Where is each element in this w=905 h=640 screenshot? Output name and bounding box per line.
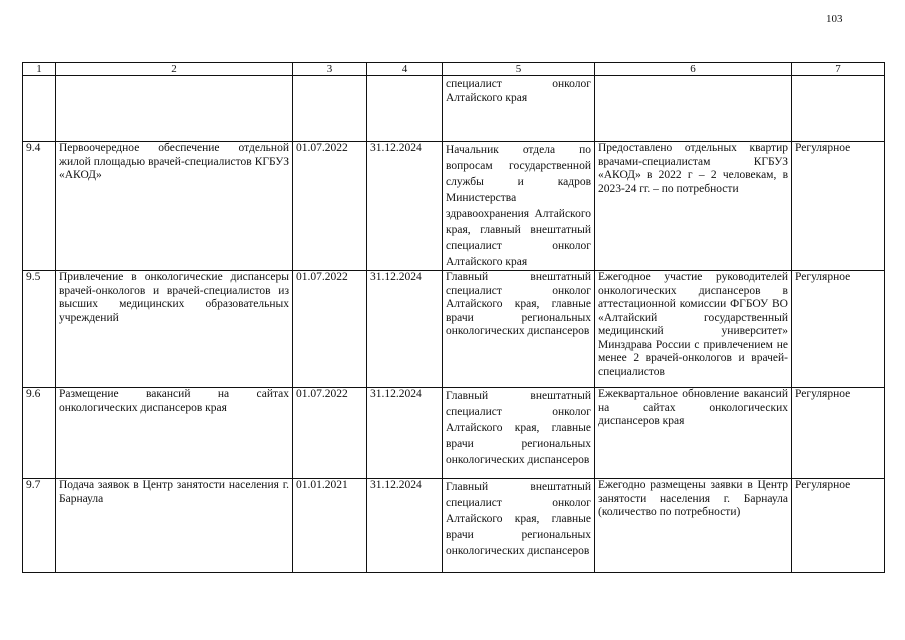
end-date-cell [367, 76, 443, 142]
measure-cell: Подача заявок в Центр занятости населения г. Барнаула [56, 479, 293, 573]
result-cell [595, 76, 792, 142]
start-date-cell: 01.07.2022 [293, 271, 367, 388]
page-number: 103 [826, 13, 843, 25]
type-cell: Регулярное [792, 479, 885, 573]
start-date-cell: 01.07.2022 [293, 142, 367, 271]
end-date-cell: 31.12.2024 [367, 479, 443, 573]
responsible-cell: специалист онколог Алтайского края [443, 76, 595, 142]
measure-cell [56, 76, 293, 142]
responsible-cell: Начальник отдела по вопросам государственной службы и кадров Министерства здравоохранения Алтайского края, главный внештатный специалист онколог Алтайского края [443, 142, 595, 271]
table-row [23, 479, 885, 573]
row-number [23, 76, 56, 142]
row-number: 9.4 [23, 142, 56, 271]
end-date-cell: 31.12.2024 [367, 142, 443, 271]
measure-cell: Первоочередное обеспечение отдельной жилой площадью врачей-специалистов КГБУЗ «АКОД» [56, 142, 293, 271]
start-date-cell: 01.07.2022 [293, 388, 367, 479]
column-header: 3 [293, 63, 367, 76]
column-header: 4 [367, 63, 443, 76]
measure-cell: Привлечение в онкологические диспансеры врачей-онкологов и врачей-специалистов из высших медицинских образовательных учреждений [56, 271, 293, 388]
table-row [23, 76, 885, 142]
column-header: 6 [595, 63, 792, 76]
row-number: 9.5 [23, 271, 56, 388]
result-cell: Предоставлено отдельных квартир врачами-специалистам КГБУЗ «АКОД» в 2022 г – 2 человекам, в 2023-24 гг. – по потребности [595, 142, 792, 271]
result-cell: Ежегодное участие руководителей онкологических диспансеров в аттестационной комиссии ФГБОУ ВО «Алтайский государственный медицинский университет» Минздрава России с привлечением не менее 2 врачей-онкологов и врачей-специалистов [595, 271, 792, 388]
column-header: 5 [443, 63, 595, 76]
start-date-cell: 01.01.2021 [293, 479, 367, 573]
table-row [23, 271, 885, 388]
type-cell: Регулярное [792, 271, 885, 388]
responsible-cell: Главный внештатный специалист онколог Алтайского края, главные врачи региональных онкологических диспансеров [443, 388, 595, 479]
responsible-cell: Главный внештатный специалист онколог Алтайского края, главные врачи региональных онкологических диспансеров [443, 479, 595, 573]
type-cell: Регулярное [792, 388, 885, 479]
measure-cell: Размещение вакансий на сайтах онкологических диспансеров края [56, 388, 293, 479]
result-cell: Ежегодно размещены заявки в Центр занятости населения г. Барнаула (количество по потребности) [595, 479, 792, 573]
type-cell: Регулярное [792, 142, 885, 271]
type-cell [792, 76, 885, 142]
end-date-cell: 31.12.2024 [367, 271, 443, 388]
measures-table [22, 62, 885, 573]
column-header: 7 [792, 63, 885, 76]
responsible-cell: Главный внештатный специалист онколог Алтайского края, главные врачи региональных онкологических диспансеров [443, 271, 595, 388]
row-number: 9.6 [23, 388, 56, 479]
column-header: 1 [23, 63, 56, 76]
column-header: 2 [56, 63, 293, 76]
start-date-cell [293, 76, 367, 142]
end-date-cell: 31.12.2024 [367, 388, 443, 479]
row-number: 9.7 [23, 479, 56, 573]
table-row [23, 142, 885, 271]
column-number-header [23, 63, 885, 76]
result-cell: Ежеквартальное обновление вакансий на сайтах онкологических диспансеров края [595, 388, 792, 479]
table-row [23, 388, 885, 479]
